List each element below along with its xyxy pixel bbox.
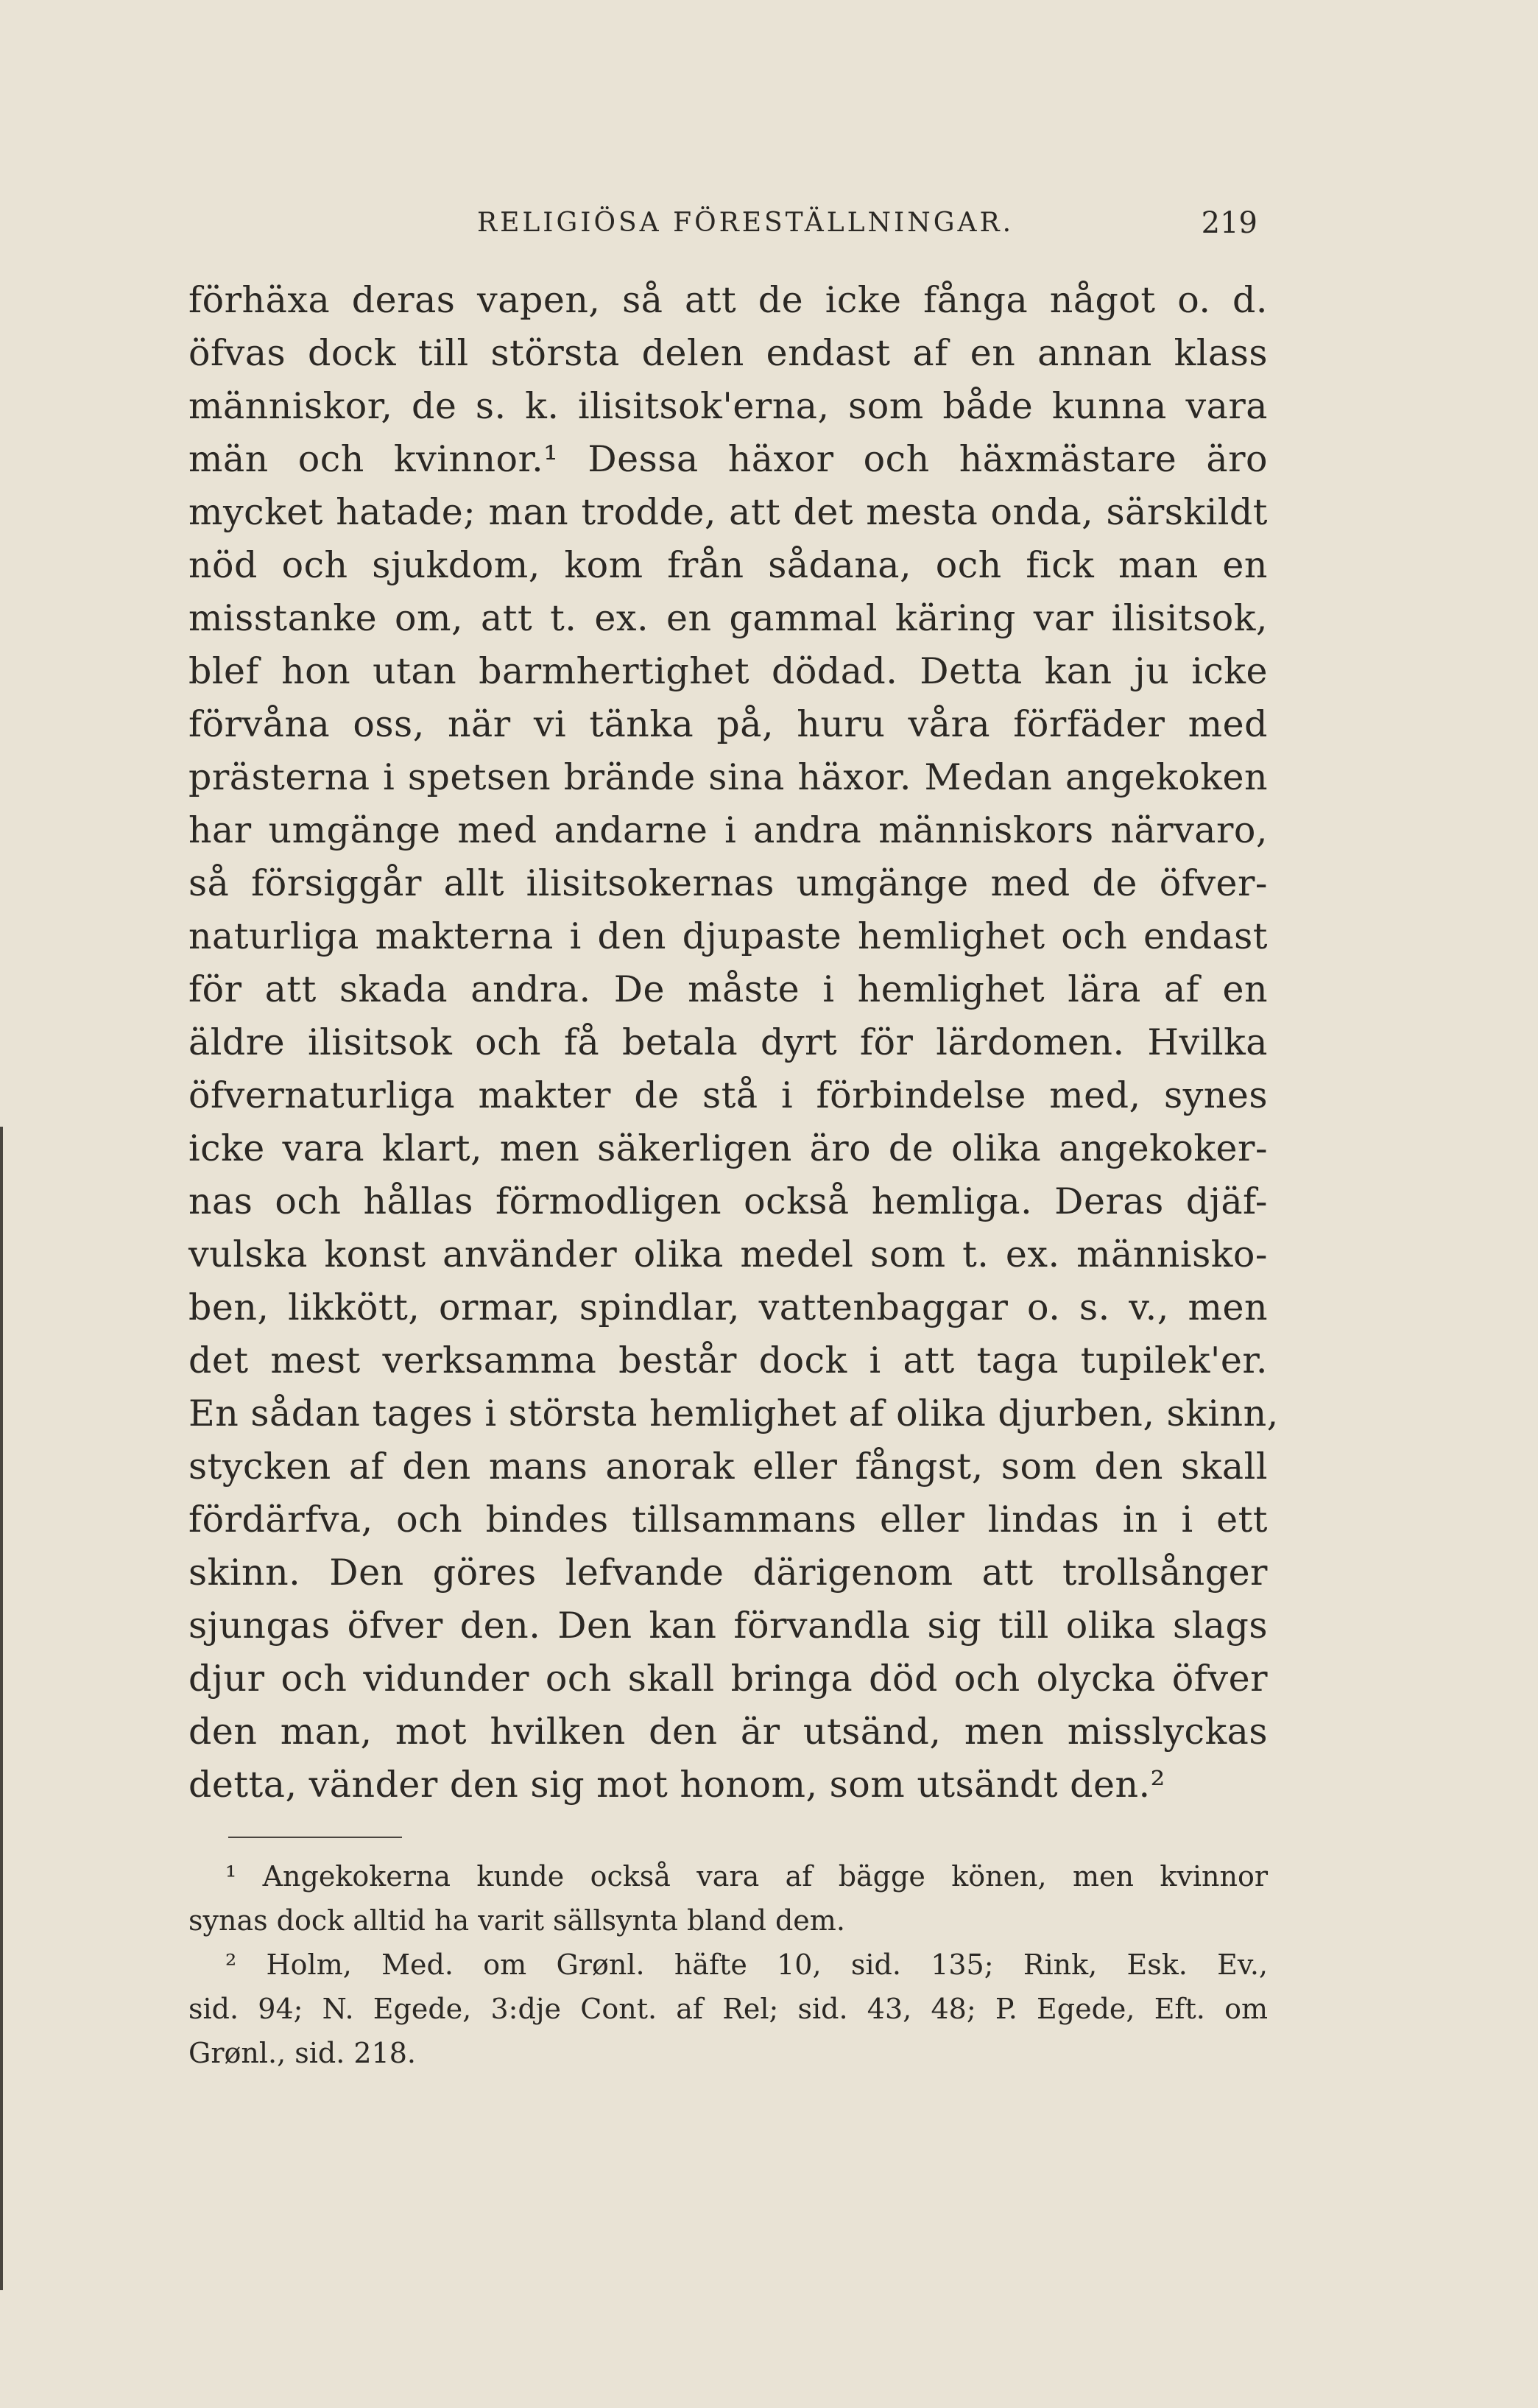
text-line: En sådan tages i största hemlighet af olika djurben, skinn, <box>188 1393 1279 1434</box>
text-line: nöd och sjukdom, kom från sådana, och fick man en <box>188 544 1268 586</box>
footnote-divider <box>228 1837 402 1838</box>
running-head <box>190 201 1265 245</box>
footnotes <box>188 1854 1268 2075</box>
footnote-line: sid. 94; N. Egede, 3:dje Cont. af Rel; sid. 43, 48; P. Egede, Eft. om <box>188 1993 1268 2025</box>
text-line: blef hon utan barmhertighet dödad. Detta kan ju icke <box>188 650 1268 692</box>
footnote-line: Grønl., sid. 218. <box>188 2037 417 2069</box>
page-edge <box>0 1127 3 2290</box>
text-line: sjungas öfver den. Den kan förvandla sig till olika slags <box>188 1605 1268 1647</box>
running-head-title: RELIGIÖSA FÖRESTÄLLNINGAR. <box>477 208 1015 238</box>
text-line: detta, vänder den sig mot honom, som utsändt den.² <box>188 1764 1165 1806</box>
text-line: äldre ilisitsok och få betala dyrt för lärdomen. Hvilka <box>188 1021 1268 1063</box>
body-text <box>188 274 1279 1812</box>
text-line: fördärfva, och bindes tillsammans eller lindas in i ett <box>188 1499 1268 1541</box>
text-line: förvåna oss, när vi tänka på, huru våra förfäder med <box>188 703 1268 745</box>
text-line: den man, mot hvilken den är utsänd, men misslyckas <box>188 1711 1268 1753</box>
text-line: misstanke om, att t. ex. en gammal käring var ilisitsok, <box>188 597 1268 639</box>
text-line: öfvas dock till största delen endast af en annan klass <box>188 332 1268 374</box>
text-line: ben, likkött, ormar, spindlar, vattenbaggar o. s. v., men <box>188 1286 1268 1328</box>
footnote-line: ¹ Angekokerna kunde också vara af bägge könen, men kvinnor <box>225 1860 1268 1893</box>
text-line: förhäxa deras vapen, så att de icke fånga något o. d. <box>188 279 1268 321</box>
text-line: det mest verksamma består dock i att taga tupilek'er. <box>188 1339 1268 1381</box>
text-line: vulska konst använder olika medel som t. ex. människo- <box>188 1233 1268 1275</box>
page-number: 219 <box>1201 206 1257 240</box>
text-line: människor, de s. k. ilisitsok'erna, som både kunna vara <box>188 385 1268 427</box>
footnote-line: synas dock alltid ha varit sällsynta bland dem. <box>188 1904 845 1937</box>
text-line: mycket hatade; man trodde, att det mesta onda, särskildt <box>188 491 1268 533</box>
text-line: naturliga makterna i den djupaste hemlighet och endast <box>188 915 1268 957</box>
text-line: nas och hållas förmodligen också hemliga. Deras djäf- <box>188 1180 1268 1222</box>
text-line: så försiggår allt ilisitsokernas umgänge med de öfver- <box>188 862 1268 904</box>
text-line: har umgänge med andarne i andra människors närvaro, <box>188 809 1268 851</box>
text-line: män och kvinnor.¹ Dessa häxor och häxmästare äro <box>188 438 1268 480</box>
text-line: icke vara klart, men säkerligen äro de olika angekoker- <box>188 1127 1268 1169</box>
text-line: skinn. Den göres lefvande därigenom att trollsånger <box>188 1552 1268 1594</box>
text-line: öfvernaturliga makter de stå i förbindelse med, synes <box>188 1074 1268 1116</box>
text-line: prästerna i spetsen brände sina häxor. Medan angekoken <box>188 756 1268 798</box>
text-line: för att skada andra. De måste i hemlighet lära af en <box>188 968 1268 1010</box>
text-line: djur och vidunder och skall bringa död och olycka öfver <box>188 1658 1268 1700</box>
text-line: stycken af den mans anorak eller fångst, som den skall <box>188 1446 1268 1488</box>
footnote-line: ² Holm, Med. om Grønl. häfte 10, sid. 135; Rink, Esk. Ev., <box>225 1948 1268 1981</box>
